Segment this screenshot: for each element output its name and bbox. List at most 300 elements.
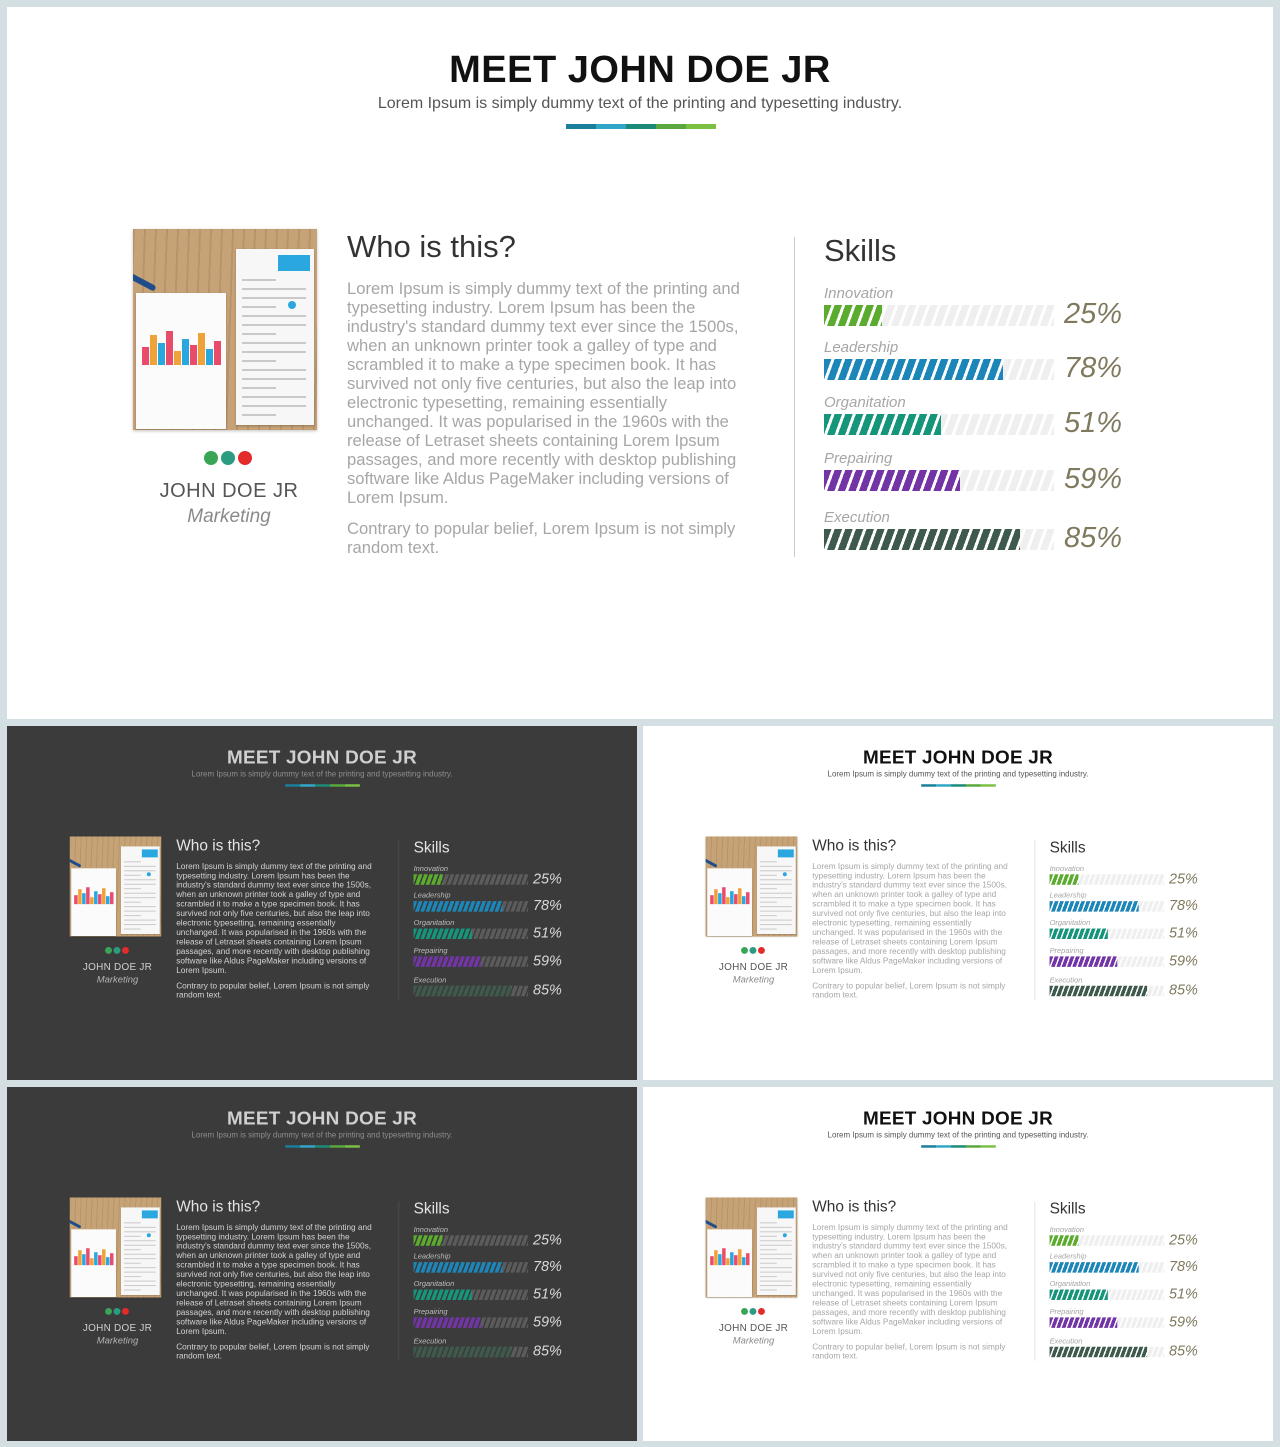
- accent-segment: [566, 124, 596, 129]
- accent-segment: [951, 1145, 966, 1147]
- status-dot: [741, 1308, 748, 1315]
- photo-chart-bar: [710, 1256, 713, 1265]
- skill-bar-track: [824, 470, 1054, 491]
- document-line: [242, 324, 306, 326]
- photo-chart-bar: [182, 339, 189, 365]
- document-line: [242, 387, 276, 389]
- document-paper-graphic: [121, 846, 160, 934]
- photo-chart-bar: [98, 1255, 101, 1265]
- photo-chart-bar: [174, 351, 181, 365]
- skill-bar-fill: [414, 1235, 443, 1245]
- status-dot: [113, 947, 120, 954]
- photo-chart-bar: [74, 1256, 77, 1265]
- photo-chart-bar: [714, 1250, 717, 1265]
- slide-thumbnail-5[interactable]: [643, 1087, 1273, 1441]
- person-role: Marketing: [96, 974, 139, 985]
- skill-label: Execution: [413, 1336, 447, 1346]
- skill-bar-track: [414, 1235, 528, 1245]
- skill-label: Organitation: [413, 918, 455, 928]
- skill-bar-track: [414, 986, 528, 996]
- document-line: [124, 924, 156, 925]
- photo-chart-bar: [150, 335, 157, 365]
- skill-bar-fill: [414, 1317, 482, 1327]
- document-line: [242, 333, 276, 335]
- accent-segment: [330, 784, 345, 786]
- skill-label: Prepairing: [824, 450, 893, 467]
- document-line: [242, 405, 306, 407]
- document-line: [242, 378, 306, 380]
- document-line: [760, 915, 777, 916]
- status-dots: [105, 947, 129, 954]
- skill-percent: 85%: [1168, 982, 1198, 999]
- person-role: Marketing: [187, 506, 271, 527]
- document-line: [124, 902, 141, 903]
- skill-bar-fill: [1050, 1235, 1079, 1245]
- photo-chart-bar: [102, 888, 105, 904]
- document-line: [760, 893, 792, 894]
- skill-bar-track: [414, 956, 528, 966]
- who-paragraph: Lorem Ipsum is simply dummy text of the printing and typesetting industry. Lorem Ipsum has been the industry's standard dummy text ever since the 1500s, when an unknown printer took a galley of type and scrambled it to make a type specimen book. It has survived not only five centuries, but also the leap into electronic typesetting, remaining essentially unchanged. It was popularised in the 1960s with the release of Letraset sheets containing Lorem Ipsum passages, and more recently with desktop publishing software like Aldus PageMaker including versions of Lorem Ipsum.: [812, 1222, 1008, 1336]
- accent-segment: [300, 1145, 315, 1147]
- person-role: Marketing: [732, 1335, 775, 1346]
- document-line: [242, 279, 276, 281]
- skill-bar-fill: [414, 1262, 503, 1272]
- photo-chart-bar: [730, 891, 733, 904]
- document-line: [760, 1281, 792, 1282]
- skill-bar-track: [1050, 956, 1164, 966]
- document-line: [124, 920, 156, 921]
- accent-segment: [981, 1145, 996, 1147]
- accent-segment: [285, 1145, 300, 1147]
- photo-chart-bar: [106, 1257, 109, 1265]
- photo-chart-bar: [90, 1258, 93, 1265]
- skill-label: Leadership: [413, 1252, 451, 1261]
- profile-photo: [70, 1197, 162, 1297]
- slide-thumbnail-1[interactable]: [7, 7, 1273, 719]
- status-dot: [113, 1308, 120, 1315]
- person-name: JOHN DOE JR: [159, 480, 299, 502]
- who-heading: Who is this?: [347, 229, 516, 264]
- skill-row: [414, 1225, 573, 1255]
- skill-percent: 59%: [532, 1313, 562, 1330]
- document-line: [124, 888, 141, 889]
- photo-chart-bar: [78, 1250, 81, 1265]
- document-paper-graphic: [121, 1207, 160, 1295]
- title-accent-rule: [285, 784, 360, 786]
- document-line: [760, 1254, 792, 1255]
- skill-label: Leadership: [824, 339, 899, 356]
- chart-paper-graphic: [136, 293, 226, 429]
- document-line: [760, 1263, 777, 1264]
- document-line: [242, 315, 306, 317]
- skill-percent: 85%: [1064, 522, 1123, 554]
- accent-segment: [936, 1145, 951, 1147]
- document-line: [124, 915, 141, 916]
- skill-percent: 85%: [532, 982, 562, 999]
- accent-segment: [345, 1145, 360, 1147]
- accent-segment: [656, 124, 686, 129]
- photo-chart-bar: [710, 895, 713, 904]
- slide-thumbnail-4[interactable]: [7, 1087, 637, 1441]
- photo-chart-bar: [746, 892, 749, 904]
- skill-label: Execution: [1049, 1336, 1083, 1346]
- skill-label: Execution: [824, 509, 890, 526]
- slide-subtitle: Lorem Ipsum is simply dummy text of the printing and typesetting industry.: [827, 1130, 1089, 1140]
- accent-segment: [300, 784, 315, 786]
- document-line: [760, 924, 792, 925]
- skill-percent: 59%: [1168, 952, 1198, 969]
- slide-subtitle: Lorem Ipsum is simply dummy text of the printing and typesetting industry.: [377, 95, 903, 112]
- skill-label: Organitation: [1049, 918, 1091, 928]
- skill-label: Execution: [1049, 975, 1083, 985]
- skill-label: Prepairing: [413, 946, 448, 955]
- document-line: [242, 414, 276, 416]
- document-line: [124, 897, 156, 898]
- document-line: [124, 893, 156, 894]
- skill-row: [1050, 864, 1209, 894]
- slide-title: MEET JOHN DOE JR: [449, 49, 831, 91]
- document-line: [124, 1227, 156, 1228]
- document-line: [760, 1267, 792, 1268]
- document-line: [124, 1249, 141, 1250]
- photo-chart-bar: [726, 1258, 729, 1265]
- pen-graphic: [133, 272, 157, 291]
- document-line: [760, 870, 792, 871]
- skill-row: [1050, 946, 1209, 976]
- skill-bar-fill: [414, 1347, 511, 1357]
- person-role: Marketing: [732, 974, 775, 985]
- document-line: [124, 1254, 156, 1255]
- slide-subtitle: Lorem Ipsum is simply dummy text of the printing and typesetting industry.: [191, 769, 453, 779]
- skill-label: Execution: [413, 975, 447, 985]
- skill-bar-track: [414, 1290, 528, 1300]
- column-divider: [794, 237, 795, 557]
- photo-chart-bar: [718, 893, 721, 904]
- photo-chart-bar: [722, 1248, 725, 1265]
- document-line: [124, 1231, 156, 1232]
- document-line: [760, 1272, 792, 1273]
- photo-chart-bar: [730, 1252, 733, 1265]
- document-line: [124, 1290, 141, 1291]
- photo-chart-bar: [738, 1249, 741, 1265]
- photo-chart-bar: [86, 887, 89, 904]
- title-accent-rule: [285, 1145, 360, 1147]
- skill-label: Leadership: [1049, 1252, 1087, 1261]
- person-name: JOHN DOE JR: [82, 961, 153, 973]
- skill-percent: 59%: [1064, 463, 1123, 495]
- skill-bar-track: [1050, 986, 1164, 996]
- photo-chart-bar: [82, 893, 85, 904]
- profile-photo: [706, 836, 798, 936]
- document-line: [124, 1245, 156, 1246]
- slide-canvas: [7, 1087, 637, 1441]
- slide-canvas: [7, 7, 1273, 719]
- skill-bar-track: [824, 359, 1054, 380]
- document-line: [242, 297, 306, 299]
- photo-chart-bar: [110, 1253, 113, 1265]
- who-paragraph: Lorem Ipsum is simply dummy text of the printing and typesetting industry. Lorem Ipsum has been the industry's standard dummy text ever since the 1500s, when an unknown printer took a galley of type and scrambled it to make a type specimen book. It has survived not only five centuries, but also the leap into electronic typesetting, remaining essentially unchanged. It was popularised in the 1960s with the release of Letraset sheets containing Lorem Ipsum passages, and more recently with desktop publishing software like Aldus PageMaker including versions of Lorem Ipsum.: [347, 279, 740, 507]
- document-line: [760, 875, 777, 876]
- skill-row: [414, 1280, 573, 1310]
- document-line: [760, 1249, 777, 1250]
- who-heading: Who is this?: [812, 1197, 897, 1215]
- skill-row: [414, 1252, 573, 1282]
- accent-segment: [345, 784, 360, 786]
- skill-bar-track: [414, 874, 528, 884]
- skill-bar-fill: [414, 986, 511, 996]
- skill-bar-fill: [824, 470, 960, 491]
- document-line: [760, 902, 777, 903]
- document-line: [242, 342, 306, 344]
- photo-chart-bar: [94, 1252, 97, 1265]
- skill-bar-track: [824, 305, 1054, 326]
- skill-row: [1050, 976, 1209, 1006]
- photo-chart-bar: [742, 896, 745, 904]
- skill-label: Innovation: [413, 1225, 449, 1234]
- document-line: [760, 1236, 777, 1237]
- document-line: [124, 870, 156, 871]
- skill-percent: 51%: [1168, 925, 1198, 941]
- document-line: [760, 911, 792, 912]
- document-line: [124, 1281, 156, 1282]
- skill-bar-fill: [824, 305, 882, 326]
- skill-bar-fill: [1050, 956, 1118, 966]
- chart-paper-graphic: [707, 868, 752, 936]
- skill-bar-fill: [414, 956, 482, 966]
- skill-bar-track: [414, 1347, 528, 1357]
- chart-paper-graphic: [707, 1229, 752, 1297]
- photo-chart-bar: [214, 341, 221, 365]
- slide-title: MEET JOHN DOE JR: [227, 1107, 417, 1129]
- profile-photo: [706, 1197, 798, 1297]
- skill-label: Leadership: [1049, 891, 1087, 900]
- document-line: [124, 906, 156, 907]
- skill-row: [1050, 1252, 1209, 1282]
- status-dot: [105, 947, 112, 954]
- photo-chart-bar: [722, 887, 725, 904]
- photo-chart-bar: [734, 894, 737, 904]
- accent-segment: [686, 124, 716, 129]
- person-name: JOHN DOE JR: [82, 1322, 153, 1334]
- document-paper-graphic: [236, 249, 314, 425]
- skill-label: Prepairing: [1049, 946, 1084, 955]
- status-dots: [204, 451, 252, 465]
- skill-bar-track: [824, 414, 1054, 435]
- document-line: [760, 1290, 777, 1291]
- document-paper-graphic: [757, 846, 796, 934]
- skill-label: Organitation: [824, 394, 906, 411]
- profile-photo: [133, 229, 317, 430]
- slide-subtitle: Lorem Ipsum is simply dummy text of the printing and typesetting industry.: [191, 1130, 453, 1140]
- photo-chart-bar: [106, 896, 109, 904]
- who-paragraph: Lorem Ipsum is simply dummy text of the printing and typesetting industry. Lorem Ipsum has been the industry's standard dummy text ever since the 1500s, when an unknown printer took a galley of type and scrambled it to make a type specimen book. It has survived not only five centuries, but also the leap into electronic typesetting, remaining essentially unchanged. It was popularised in the 1960s with the release of Letraset sheets containing Lorem Ipsum passages, and more recently with desktop publishing software like Aldus PageMaker including versions of Lorem Ipsum.: [176, 1222, 372, 1336]
- skill-row: [1050, 1307, 1209, 1337]
- who-paragraph-secondary: Contrary to popular belief, Lorem Ipsum is not simply random text.: [176, 1341, 370, 1361]
- skill-row: [824, 339, 1144, 399]
- skill-bar-track: [1050, 1235, 1164, 1245]
- skill-bar-fill: [1050, 1347, 1147, 1357]
- photo-chart-bar: [86, 1248, 89, 1265]
- document-line: [760, 1245, 792, 1246]
- photo-chart-bar: [94, 891, 97, 904]
- accent-segment: [921, 784, 936, 786]
- pen-graphic: [706, 1219, 718, 1229]
- skill-row: [1050, 1280, 1209, 1310]
- who-paragraph-secondary: Contrary to popular belief, Lorem Ipsum is not simply random text.: [812, 980, 1006, 1000]
- who-heading: Who is this?: [176, 836, 261, 854]
- slide-canvas: [643, 726, 1273, 1080]
- skill-label: Prepairing: [1049, 1307, 1084, 1316]
- skills-heading: Skills: [413, 1199, 450, 1217]
- document-line: [124, 1272, 156, 1273]
- document-line: [760, 906, 792, 907]
- accent-segment: [315, 784, 330, 786]
- skills-heading: Skills: [1049, 1199, 1086, 1217]
- document-line: [760, 897, 792, 898]
- photo-chart-bar: [726, 897, 729, 904]
- skill-bar-track: [1050, 1262, 1164, 1272]
- status-dots: [741, 1308, 765, 1315]
- status-dot: [122, 947, 129, 954]
- status-dots: [741, 947, 765, 954]
- slide-thumbnail-2[interactable]: [7, 726, 637, 1080]
- document-line: [760, 1258, 792, 1259]
- skill-row: [414, 976, 573, 1006]
- skill-bar-track: [1050, 874, 1164, 884]
- skill-label: Organitation: [1049, 1279, 1091, 1289]
- document-line: [124, 1263, 141, 1264]
- document-line: [124, 1236, 141, 1237]
- document-line: [124, 875, 141, 876]
- skill-percent: 25%: [1168, 870, 1198, 887]
- status-dot: [741, 947, 748, 954]
- document-line: [124, 1240, 156, 1241]
- document-line: [760, 1231, 792, 1232]
- accent-segment: [596, 124, 626, 129]
- photo-chart-bar: [102, 1249, 105, 1265]
- skill-row: [414, 946, 573, 976]
- skill-bar-track: [1050, 1317, 1164, 1327]
- status-dot: [105, 1308, 112, 1315]
- skill-percent: 51%: [532, 1286, 562, 1302]
- status-dots: [105, 1308, 129, 1315]
- document-line: [242, 306, 276, 308]
- skill-percent: 85%: [532, 1343, 562, 1360]
- skill-percent: 78%: [1168, 897, 1198, 914]
- skill-percent: 25%: [1064, 298, 1123, 330]
- skill-percent: 59%: [1168, 1313, 1198, 1330]
- photo-chart-bar: [90, 897, 93, 904]
- skill-percent: 51%: [532, 925, 562, 941]
- chart-paper-graphic: [71, 868, 116, 936]
- photo-chart-bar: [718, 1254, 721, 1265]
- accent-segment: [966, 1145, 981, 1147]
- skill-label: Innovation: [824, 285, 894, 302]
- document-line: [124, 1258, 156, 1259]
- who-paragraph: Lorem Ipsum is simply dummy text of the printing and typesetting industry. Lorem Ipsum has been the industry's standard dummy text ever since the 1500s, when an unknown printer took a galley of type and scrambled it to make a type specimen book. It has survived not only five centuries, but also the leap into electronic typesetting, remaining essentially unchanged. It was popularised in the 1960s with the release of Letraset sheets containing Lorem Ipsum passages, and more recently with desktop publishing software like Aldus PageMaker including versions of Lorem Ipsum.: [176, 861, 372, 975]
- document-line: [124, 1285, 156, 1286]
- slide-thumbnail-3[interactable]: [643, 726, 1273, 1080]
- skill-row: [1050, 919, 1209, 949]
- photo-chart-bar: [158, 343, 165, 365]
- skill-bar-fill: [824, 529, 1020, 550]
- photo-chart-bar: [746, 1253, 749, 1265]
- skill-bar-fill: [1050, 901, 1139, 911]
- status-dot: [122, 1308, 129, 1315]
- skill-bar-fill: [414, 929, 472, 939]
- skill-row: [824, 450, 1144, 510]
- slide-canvas: [7, 726, 637, 1080]
- skill-row: [1050, 1337, 1209, 1367]
- skill-bar-track: [414, 929, 528, 939]
- skill-bar-track: [414, 1262, 528, 1272]
- document-line: [760, 1222, 777, 1223]
- document-line: [760, 929, 777, 930]
- person-name: JOHN DOE JR: [718, 961, 789, 973]
- photo-chart-bar: [98, 894, 101, 904]
- photo-chart-bar: [734, 1255, 737, 1265]
- skill-bar-track: [1050, 1290, 1164, 1300]
- skill-percent: 25%: [532, 1231, 562, 1248]
- skill-row: [824, 509, 1144, 569]
- document-line: [760, 920, 792, 921]
- skill-bar-track: [414, 1317, 528, 1327]
- skill-row: [414, 891, 573, 921]
- skill-percent: 78%: [1168, 1258, 1198, 1275]
- title-accent-rule: [566, 124, 716, 129]
- status-dot: [221, 451, 235, 465]
- person-role: Marketing: [96, 1335, 139, 1346]
- who-heading: Who is this?: [812, 836, 897, 854]
- who-paragraph-secondary: Contrary to popular belief, Lorem Ipsum is not simply random text.: [347, 519, 736, 557]
- title-accent-rule: [921, 784, 996, 786]
- skill-bar-fill: [1050, 986, 1147, 996]
- accent-segment: [921, 1145, 936, 1147]
- accent-segment: [981, 784, 996, 786]
- document-line: [242, 396, 306, 398]
- skill-label: Leadership: [413, 891, 451, 900]
- photo-chart-bar: [198, 333, 205, 365]
- skill-percent: 51%: [1064, 407, 1123, 439]
- skills-heading: Skills: [413, 838, 450, 856]
- skill-row: [414, 864, 573, 894]
- status-dot: [749, 947, 756, 954]
- skill-bar-fill: [1050, 1290, 1108, 1300]
- skill-percent: 59%: [532, 952, 562, 969]
- accent-segment: [330, 1145, 345, 1147]
- document-paper-graphic: [757, 1207, 796, 1295]
- photo-chart-bar: [714, 889, 717, 904]
- skill-row: [414, 1337, 573, 1367]
- skill-row: [1050, 891, 1209, 921]
- skill-bar-fill: [414, 901, 503, 911]
- document-line: [760, 1227, 792, 1228]
- document-line: [124, 884, 156, 885]
- document-line: [760, 888, 777, 889]
- title-accent-rule: [921, 1145, 996, 1147]
- skill-bar-fill: [414, 874, 443, 884]
- skill-bar-fill: [824, 359, 1003, 380]
- skill-bar-fill: [1050, 874, 1079, 884]
- skill-bar-track: [1050, 1347, 1164, 1357]
- pen-graphic: [70, 1219, 82, 1229]
- skill-bar-fill: [824, 414, 941, 435]
- document-line: [760, 866, 792, 867]
- skill-bar-fill: [1050, 929, 1108, 939]
- skill-percent: 25%: [532, 870, 562, 887]
- document-line: [760, 1276, 777, 1277]
- skill-row: [824, 394, 1144, 454]
